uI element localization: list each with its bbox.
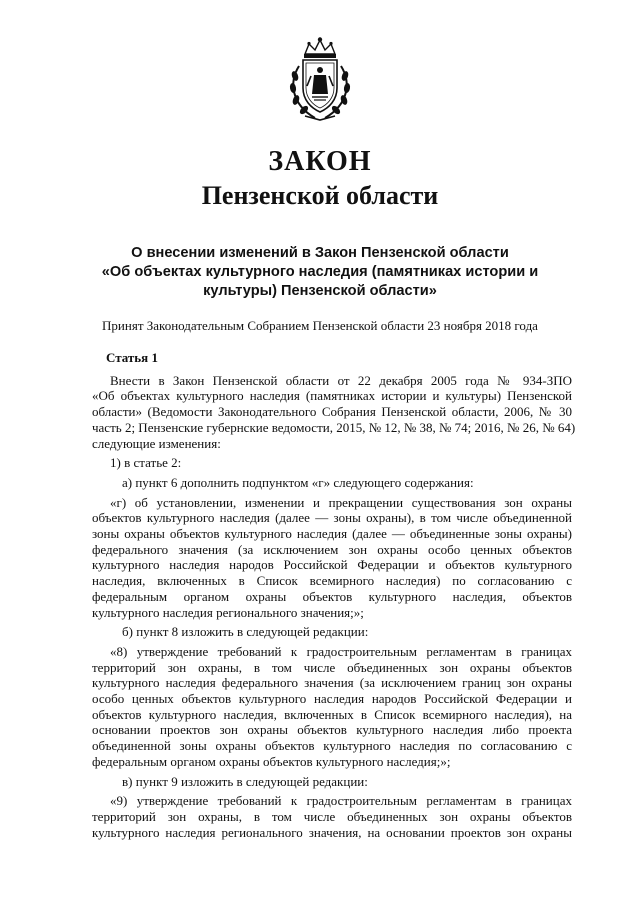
law-subtitle — [70, 244, 570, 301]
text-line: наследия, включенных в Список всемирного наследия) по согласованию с — [92, 573, 572, 589]
article-heading: Статья 1 — [106, 350, 158, 365]
text-line: культурного наследия регионального значения;»; — [92, 604, 364, 620]
intro-paragraph — [92, 372, 576, 452]
text-line: зоны охраны объектов культурного наследия (далее — объединенные зоны охраны) — [92, 526, 572, 542]
text-line: а) пункт 6 дополнить подпунктом «г» следующего содержания: — [122, 474, 474, 490]
text-line: территорий зон охраны, в том числе объединенных зон охраны объектов — [92, 659, 572, 675]
adoption-note: Принят Законодательным Собранием Пензенской области 23 ноября 2018 года — [102, 318, 538, 333]
text-line: культурного наследия федерального значения (за исключением границ зон охраны — [92, 675, 572, 691]
quote-a — [92, 495, 572, 621]
subtitle-line: О внесении изменений в Закон Пензенской области — [131, 245, 509, 261]
text-line: Внести в Закон Пензенской области от 22 декабря 2005 года № 934-ЗПО — [110, 372, 572, 388]
text-line: федерального значения (за исключением зон охраны особо ценных объектов — [92, 541, 572, 557]
text-line: «Об объектах культурного наследия (памятниках истории и культуры) Пензенской — [92, 388, 572, 404]
text-line: «г) об установлении, изменении и прекращении существования зон охраны — [110, 494, 572, 510]
quote-c — [92, 793, 572, 840]
text-line: культурного наследия регионального значения, на основании проектов зон охраны — [92, 824, 572, 840]
subitem-a — [92, 475, 572, 491]
item-1 — [92, 455, 572, 471]
text-line: 1) в статье 2: — [110, 455, 182, 471]
subtitle-line: культуры) Пензенской области» — [203, 283, 437, 299]
text-line: культурного наследия народов Российской Федерации и объектов культурного — [92, 557, 572, 573]
text-line: в) пункт 9 изложить в следующей редакции: — [122, 773, 368, 789]
text-line: «8) утверждение требований к градостроительным регламентам в границах — [110, 643, 572, 659]
quote-b — [92, 644, 572, 770]
region-title: Пензенской области — [201, 181, 439, 210]
text-line: следующие изменения: — [92, 435, 221, 451]
text-line: федеральным органом охраны объектов культурного наследия, объектов — [92, 588, 572, 604]
text-line: объектов культурного наследия (далее — зоны охраны), в том числе объединенной — [92, 510, 572, 526]
subitem-c — [92, 774, 572, 790]
text-line: области» (Ведомости Законодательного Собрания Пензенской области, 2006, № 30 — [92, 404, 572, 420]
coat-of-arms-emblem — [285, 36, 355, 122]
text-line: федеральным органом охраны объектов культурного наследия;»; — [92, 753, 451, 769]
text-line: объединенной зоны охраны объектов культурного наследия по согласованию с — [92, 738, 572, 754]
text-line: «9) утверждение требований к градостроительным регламентам в границах — [110, 793, 572, 809]
law-title: ЗАКОН — [268, 146, 372, 177]
text-line: часть 2; Пензенские губернские ведомости, 2015, № 12, № 38, № 74; 2016, № 26, № 64) — [92, 419, 576, 435]
subtitle-line: «Об объектах культурного наследия (памятниках истории и — [101, 264, 539, 280]
subitem-b — [92, 624, 572, 640]
text-line: объектов культурного наследия, включенных в Список всемирного наследия), на — [92, 706, 572, 722]
text-line: б) пункт 8 изложить в следующей редакции: — [122, 624, 369, 640]
text-line: особо ценных объектов культурного наследия народов Российской Федерации и — [92, 691, 572, 707]
law-body — [92, 350, 576, 844]
text-line: территорий зон охраны, в том числе объединенных зон охраны объектов — [92, 808, 572, 824]
text-line: основании проектов зон охраны объектов культурного наследия либо проекта — [92, 722, 572, 738]
